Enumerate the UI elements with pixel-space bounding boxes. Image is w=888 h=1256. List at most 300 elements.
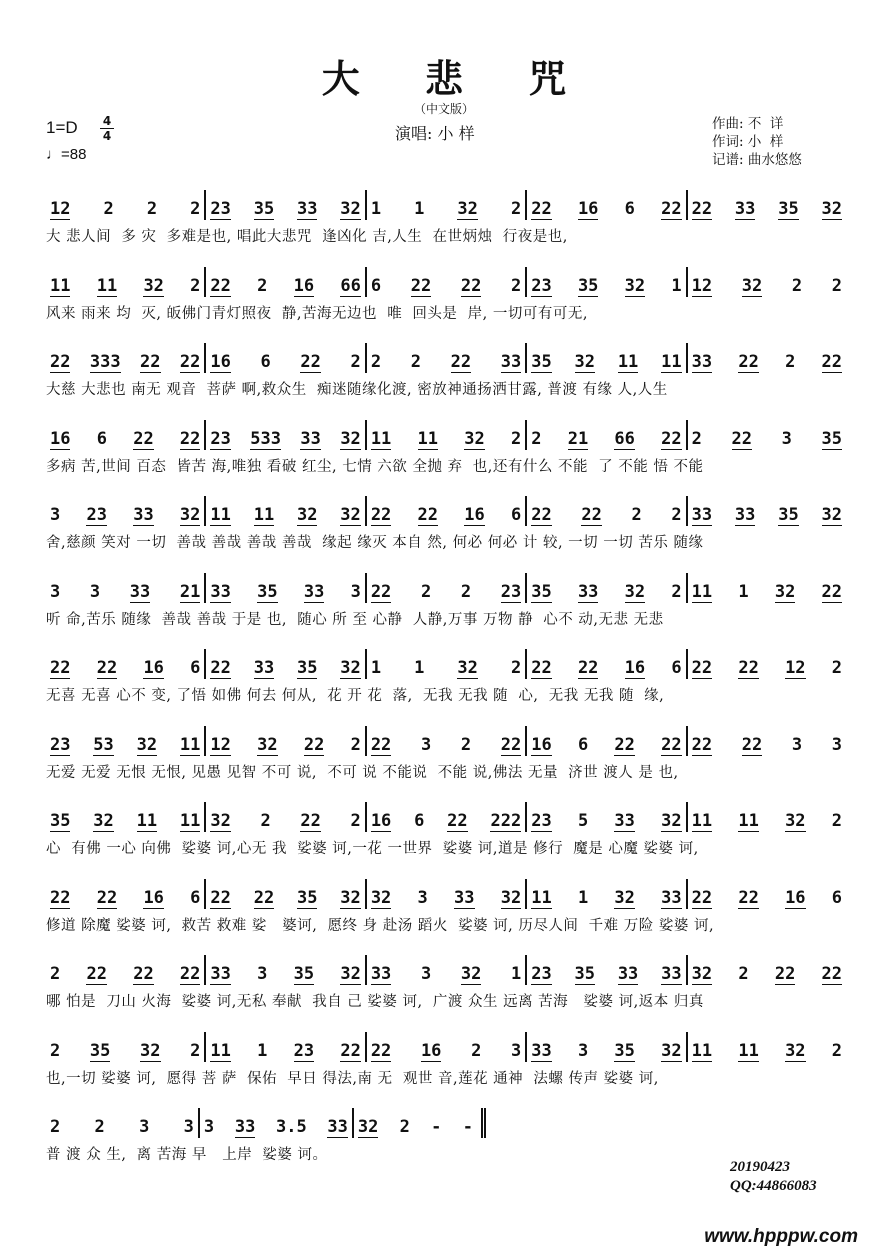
measure [527,1032,687,1062]
note-group: 22 [340,1040,361,1061]
note-group: 32 [143,275,164,296]
note-group: 23 [210,199,231,219]
note-group: 16 [464,505,485,525]
note-group: 33 [614,811,635,831]
note-group: 11 [370,428,392,449]
note-group: 32 [661,1040,682,1061]
measure [46,420,206,450]
note-group: 35 [778,505,799,525]
note-group: 11 [617,352,639,372]
note-group: 32 [210,811,231,831]
note-group: 22 [179,964,201,984]
note-group: 3.5 [275,1117,307,1137]
note-group: 22 [531,505,552,525]
measure [46,190,206,220]
note-group: 333 [89,352,121,372]
measure [206,420,366,450]
note-group: 22 [731,428,752,449]
lyric-line: 大慈 大悲也 南无 观音 菩萨 啊,救众生 痴迷随缘化渡, 密放神通扬洒甘露, 普渡 有缘 人,人生 [46,382,668,398]
note-group: 3 [50,581,61,602]
note-group: 6 [96,428,107,449]
note-group: 22 [210,658,231,678]
note-group: 2 [350,734,361,755]
note-group: 5 [577,811,589,831]
note-group: 2 [671,581,682,602]
measure [206,496,366,526]
measure [46,649,206,679]
note-group: 2 [671,505,682,525]
note-group: 11 [179,734,201,755]
note-group: 32 [661,811,682,831]
note-group: 16 [531,734,552,755]
note-group: 2 [631,505,642,525]
note-group: 66 [340,275,361,296]
note-group: 11 [691,811,713,831]
singer-credit: 演唱: 小 样 [395,124,475,143]
measure [688,420,846,450]
measure [46,1108,200,1138]
note-group: 16 [293,275,315,296]
measure [367,267,527,297]
note-group: 2 [410,352,421,372]
note-group: 11 [691,581,713,602]
note-group: 6 [370,275,382,296]
note-group: 6 [260,352,271,372]
measure [527,726,687,756]
note-group: 2 [50,1117,61,1137]
note-group: 32 [340,887,361,908]
note-group: 11 [738,1040,759,1061]
key-signature: 1=D [46,118,78,137]
note-group: 11 [661,352,682,372]
meter-numerator: 4 [102,114,112,128]
note-group: 22 [410,275,432,296]
note-group: 22 [133,964,154,984]
note-group: 35 [293,964,315,984]
note-group: 2 [257,275,268,296]
note-group: 32 [136,734,158,755]
note-group: 22 [50,658,71,678]
note-group: 2 [460,734,472,755]
notation-line [46,879,846,909]
measure [367,955,527,985]
note-group: 22 [738,658,759,678]
note-group: 22 [460,275,482,296]
note-group: 22 [50,352,71,372]
measure [206,343,366,373]
measure [354,1108,486,1138]
note-group: 22 [691,658,713,678]
measure [527,955,687,985]
note-group: 33 [210,581,231,602]
note-group: 22 [738,887,759,908]
note-group: 6 [510,505,522,525]
measure [527,573,687,603]
page-subtitle: （中文版） [413,102,474,116]
note-group: 33 [253,658,275,678]
note-group: 32 [140,1040,161,1061]
lyric-line: 哪 怕是 刀山 火海 娑婆 诃,无私 奉献 我自 己 娑婆 诃, 广渡 众生 远离 苦海 娑婆 诃,返本 归真 [46,994,704,1010]
note-group: 2 [510,275,522,296]
lyric-line: 无爱 无爱 无恨 无恨, 见愚 见智 不可 说, 不可 说 不能说 不能 说,佛法 无量 济世 渡人 是 也, [46,764,679,781]
note-group: 2 [738,964,749,984]
measure [367,726,527,756]
note-group: 32 [340,964,361,984]
note-group: 33 [577,581,599,602]
measure [206,267,366,297]
note-group: - [462,1117,473,1137]
note-group: 2 [831,658,843,678]
measure [688,496,846,526]
note-group: 22 [140,352,161,372]
note-group: 22 [210,275,231,296]
note-group: 12 [210,734,231,755]
note-group: 32 [464,428,485,449]
measure [688,190,846,220]
note-group: 35 [253,199,275,219]
tempo-marking: ♩=88 [46,146,87,163]
note-group: 22 [210,887,231,908]
note-group: 35 [614,1040,635,1061]
notation-line [46,496,846,526]
note-group: 22 [253,887,275,908]
note-group: 2 [190,275,201,296]
note-group: 2 [399,1117,410,1137]
note-group: 33 [133,505,154,525]
note-group: 33 [129,581,151,602]
measure [46,726,206,756]
note-group: 32 [297,505,318,525]
credits-block [712,115,802,169]
lyric-line: 修道 除魔 娑婆 诃, 救苦 救难 娑 婆诃, 愿终 身 赴汤 蹈火 娑婆 诃, 历尽人间 千难 万险 娑婆 诃, [46,917,715,934]
note-group: 22 [691,734,713,755]
note-group: 16 [210,352,231,372]
note-group: 33 [734,505,756,525]
notation-line [46,802,846,832]
note-group: 3 [417,887,428,908]
measure [688,802,846,832]
note-group: 11 [210,505,231,525]
note-group: 2 [831,811,843,831]
note-group: 6 [831,887,843,908]
note-group: 23 [531,275,552,296]
measure [46,802,206,832]
note-group: 22 [774,964,796,984]
lyric-line: 也,一切 娑婆 诃, 愿得 菩 萨 保佑 早日 得法,南 无 观世 音,莲花 通神 法螺 传声 娑婆 诃, [46,1070,659,1087]
note-group: 33 [661,887,682,908]
measure [46,267,206,297]
notation-line [46,1108,486,1138]
score-system [46,1108,846,1178]
note-group: 33 [691,352,713,372]
note-group: 32 [457,199,478,219]
note-group: 32 [691,964,713,984]
measure [206,726,366,756]
note-group: 2 [190,199,201,219]
note-group: 16 [624,658,646,678]
score-system [46,1032,846,1102]
measure [688,726,846,756]
note-group: 33 [531,1040,552,1061]
note-group: 22 [500,734,522,755]
note-group: 32 [457,658,478,678]
note-group: 22 [50,887,71,908]
lyric-line: 听 命,苦乐 随缘 善哉 善哉 于是 也, 随心 所 至 心静 人静,万事 万物 静 心不 动,无悲 无悲 [46,611,664,628]
note-group: - [431,1117,442,1137]
note-group: 3 [831,734,843,755]
note-group: 53 [93,734,114,755]
measure [206,573,366,603]
note-group: 23 [210,428,231,449]
measure [367,343,527,373]
note-group: 32 [340,505,361,525]
note-group: 22 [179,428,201,449]
note-group: 6 [414,811,425,831]
notation-line [46,726,846,756]
measure [200,1108,354,1138]
note-group: 3 [420,734,432,755]
score-system [46,955,846,1025]
note-group: 22 [577,658,599,678]
note-group: 16 [143,887,164,908]
note-group: 32 [624,581,646,602]
measure [367,649,527,679]
measure [46,955,206,985]
score-system [46,267,846,337]
measure [206,802,366,832]
note-group: 23 [86,505,107,525]
note-group: 35 [821,428,843,449]
note-group: 1 [414,658,425,678]
score-system [46,573,846,643]
measure [527,267,687,297]
note-group: 1 [370,199,382,219]
note-group: 11 [50,275,71,296]
score-system [46,420,846,490]
note-group: 32 [93,811,114,831]
measure [688,267,846,297]
note-group: 33 [234,1117,256,1137]
note-group: 22 [447,811,468,831]
measure [527,879,687,909]
note-group: 2 [831,275,843,296]
note-group: 6 [671,658,682,678]
score-system [46,802,846,872]
note-group: 32 [500,887,522,908]
note-group: 32 [340,428,361,449]
note-group: 22 [531,199,552,219]
footer-date: 20190423 [730,1159,790,1175]
note-group: 22 [179,352,201,372]
notation-line [46,573,846,603]
note-group: 22 [300,352,321,372]
note-group: 32 [340,199,361,219]
note-group: 35 [297,658,318,678]
note-group: 22 [738,352,759,372]
score-system [46,649,846,719]
measure [46,1032,206,1062]
note-group: 32 [574,352,595,372]
note-group: 21 [179,581,201,602]
note-group: 22 [300,811,321,831]
note-group: 16 [577,199,599,219]
notation-line [46,955,846,985]
note-group: 2 [785,352,796,372]
note-group: 3 [89,581,101,602]
note-group: 11 [179,811,201,831]
notation-line [46,190,846,220]
site-watermark: www.hpppw.com [704,1226,858,1247]
transcriber-credit: 记谱: 曲水悠悠 [712,152,802,168]
note-group: 32 [774,581,796,602]
measure [46,879,206,909]
note-group: 1 [414,199,425,219]
measure [46,343,206,373]
note-group: 6 [190,887,201,908]
note-group: 11 [531,887,552,908]
measure [46,496,206,526]
note-group: 3 [183,1117,194,1137]
measure [688,879,846,909]
measure [367,802,527,832]
note-group: 2 [510,428,522,449]
note-group: 3 [791,734,803,755]
note-group: 16 [143,658,164,678]
note-group: 2 [50,1040,61,1061]
note-group: 3 [257,964,268,984]
note-group: 2 [146,199,158,219]
note-group: 2 [94,1117,105,1137]
note-group: 1 [510,964,522,984]
note-group: 2 [460,581,472,602]
note-group: 22 [691,887,713,908]
note-group: 22 [741,734,763,755]
note-group: 23 [293,1040,315,1061]
measure [688,1032,846,1062]
note-group: 16 [370,811,392,831]
note-group: 35 [531,352,552,372]
note-group: 22 [821,352,843,372]
note-group: 3 [577,1040,589,1061]
note-group: 22 [303,734,325,755]
note-group: 1 [577,887,589,908]
notation-line [46,1032,846,1062]
note-group: 23 [531,811,552,831]
note-group: 6 [624,199,635,219]
note-group: 2 [791,275,803,296]
note-group: 16 [785,887,806,908]
note-group: 33 [327,1117,348,1137]
notation-line [46,267,846,297]
measure [367,1032,527,1062]
meter-denominator: 4 [102,129,112,143]
note-group: 32 [785,1040,806,1061]
lyric-line: 无喜 无喜 心不 变, 了悟 如佛 何去 何从, 花 开 花 落, 无我 无我 随 心, 无我 无我 随 缘, [46,688,665,704]
note-group: 22 [661,734,682,755]
note-group: 2 [370,352,382,372]
note-group: 12 [785,658,806,678]
note-group: 22 [96,658,118,678]
note-group: 33 [734,199,756,219]
note-group: 22 [86,964,107,984]
note-group: 35 [297,887,318,908]
note-group: 22 [821,581,843,602]
note-group: 22 [370,581,392,602]
measure [206,190,366,220]
note-group: 33 [370,964,392,984]
composer-credit: 作曲: 不 详 [712,116,784,132]
note-group: 66 [614,428,635,449]
note-group: 3 [781,428,792,449]
notation-line [46,343,846,373]
lyricist-credit: 作词: 小 样 [712,134,784,150]
note-group: 2 [260,811,271,831]
note-group: 32 [370,887,392,908]
note-group: 2 [350,352,361,372]
note-group: 12 [50,199,71,219]
note-group: 11 [210,1040,231,1061]
note-group: 33 [617,964,639,984]
note-group: 21 [567,428,589,449]
note-group: 22 [370,505,392,525]
measure [688,573,846,603]
note-group: 35 [531,581,552,602]
lyric-line: 舍,慈颜 笑对 一切 善哉 善哉 善哉 善哉 缘起 缘灭 本自 然, 何必 何必 计 较, 一切 一切 苦乐 随缘 [46,535,704,551]
note-group: 533 [250,428,282,449]
note-group: 23 [500,581,522,602]
note-group: 22 [96,887,118,908]
note-group: 22 [370,734,392,755]
note-group: 33 [500,352,522,372]
note-group: 32 [624,275,646,296]
note-group: 22 [614,734,635,755]
score-system [46,190,846,260]
note-group: 22 [661,199,682,219]
score-system [46,496,846,566]
note-group: 11 [417,428,439,449]
measure [688,955,846,985]
note-group: 2 [350,811,361,831]
measure [206,955,366,985]
measure [688,649,846,679]
note-group: 2 [471,1040,482,1061]
note-group: 3 [350,581,361,602]
measure [527,802,687,832]
note-group: 11 [253,505,275,525]
measure [527,496,687,526]
note-group: 11 [738,811,759,831]
note-group: 12 [691,275,713,296]
time-signature [100,115,114,142]
note-group: 222 [490,811,522,831]
measure [688,343,846,373]
note-group: 6 [190,658,201,678]
note-group: 33 [454,887,475,908]
note-group: 11 [96,275,118,296]
note-group: 3 [510,1040,522,1061]
note-group: 35 [574,964,595,984]
note-group: 22 [531,658,552,678]
note-group: 22 [821,964,843,984]
note-group: 2 [420,581,432,602]
note-group: 2 [190,1040,201,1061]
note-group: 35 [257,581,278,602]
note-group: 11 [691,1040,713,1061]
lyric-line: 风来 雨来 均 灭, 皈佛门青灯照夜 静,苦海无边也 唯 回头是 岸, 一切可有可无, [46,305,588,322]
lyric-line: 大 悲人间 多 灾 多难是也, 唱此大悲咒 逢凶化 吉,人生 在世炳烛 行夜是也, [46,229,568,245]
note-group: 2 [691,428,702,449]
note-group: 22 [661,428,682,449]
